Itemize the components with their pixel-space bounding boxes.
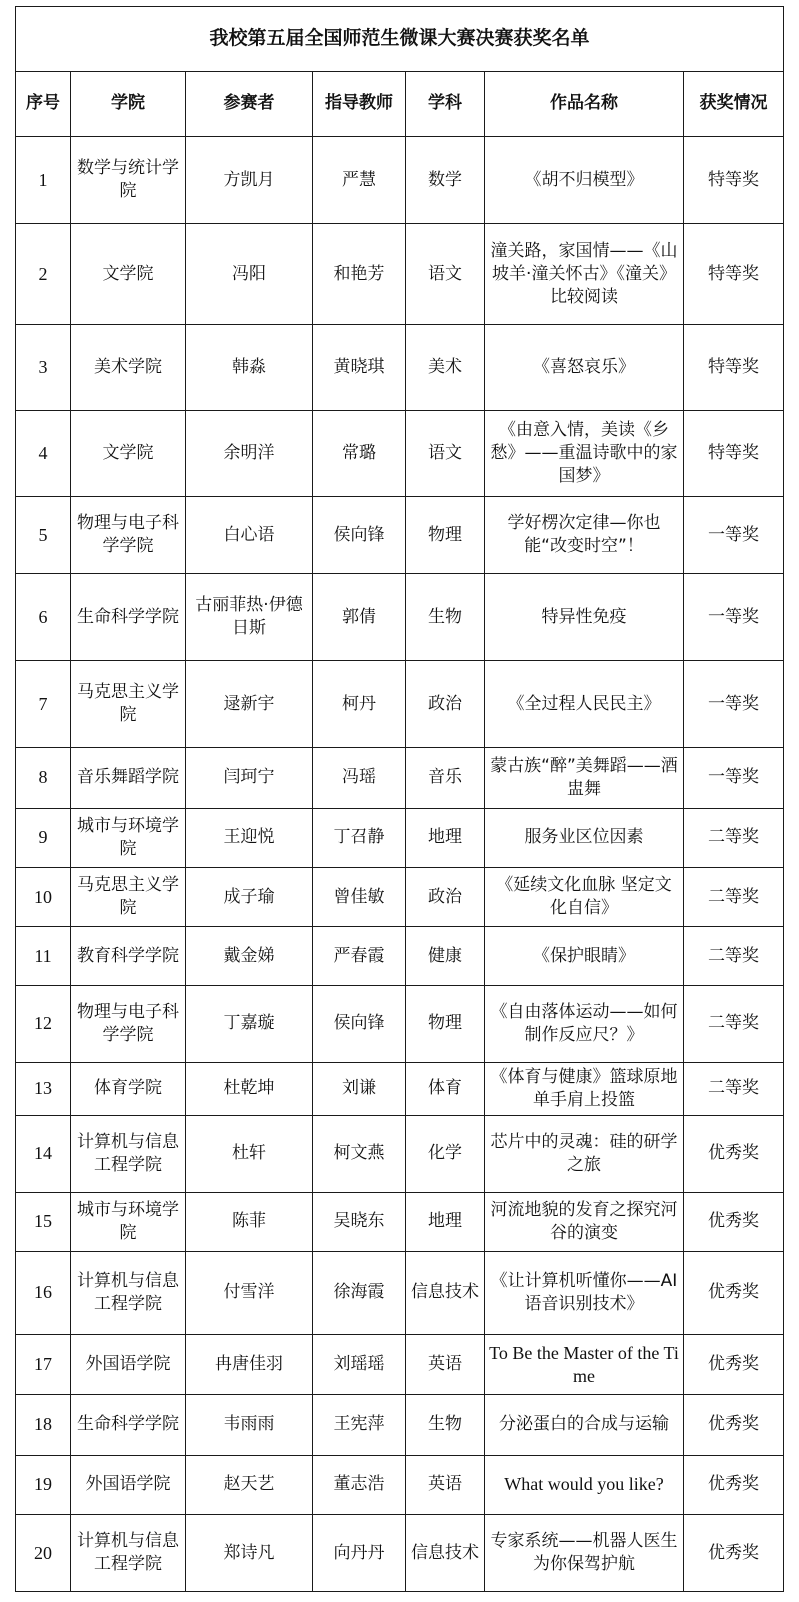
award-cell: 二等奖 xyxy=(684,868,784,927)
table-row xyxy=(16,137,784,224)
college-cell: 马克思主义学院 xyxy=(71,661,186,748)
student-cell: 闫珂宁 xyxy=(186,748,313,808)
teacher-cell: 柯丹 xyxy=(313,661,406,748)
subject-cell: 英语 xyxy=(406,1334,485,1394)
award-cell: 一等奖 xyxy=(684,748,784,808)
work-title-cell: What would you like? xyxy=(485,1455,684,1514)
subject-cell: 语文 xyxy=(406,224,485,325)
subject-cell: 健康 xyxy=(406,927,485,985)
table-row xyxy=(16,985,784,1062)
award-cell: 一等奖 xyxy=(684,661,784,748)
student-cell: 逯新宇 xyxy=(186,661,313,748)
work-title-cell: 《自由落体运动——如何制作反应尺？》 xyxy=(485,985,684,1062)
subject-cell: 音乐 xyxy=(406,748,485,808)
college-cell: 外国语学院 xyxy=(71,1455,186,1514)
college-cell: 计算机与信息工程学院 xyxy=(71,1515,186,1592)
work-title-cell: 《全过程人民民主》 xyxy=(485,661,684,748)
work-title-cell: To Be the Master of the Time xyxy=(485,1334,684,1394)
teacher-cell: 侯向锋 xyxy=(313,497,406,574)
subject-cell: 政治 xyxy=(406,868,485,927)
student-cell: 赵天艺 xyxy=(186,1455,313,1514)
table-row xyxy=(16,497,784,574)
award-cell: 一等奖 xyxy=(684,574,784,661)
header-student: 参赛者 xyxy=(186,71,313,137)
header-award: 获奖情况 xyxy=(684,71,784,137)
college-cell: 城市与环境学院 xyxy=(71,808,186,867)
work-title-cell: 特异性免疫 xyxy=(485,574,684,661)
row-number: 1 xyxy=(16,137,71,224)
table-row xyxy=(16,868,784,927)
header-no: 序号 xyxy=(16,71,71,137)
subject-cell: 政治 xyxy=(406,661,485,748)
award-cell: 二等奖 xyxy=(684,808,784,867)
student-cell: 韦雨雨 xyxy=(186,1395,313,1455)
row-number: 13 xyxy=(16,1062,71,1115)
table-row xyxy=(16,661,784,748)
college-cell: 文学院 xyxy=(71,224,186,325)
subject-cell: 英语 xyxy=(406,1455,485,1514)
student-cell: 杜轩 xyxy=(186,1115,313,1192)
college-cell: 计算机与信息工程学院 xyxy=(71,1251,186,1334)
award-cell: 优秀奖 xyxy=(684,1515,784,1592)
teacher-cell: 严慧 xyxy=(313,137,406,224)
table-row xyxy=(16,1334,784,1394)
subject-cell: 地理 xyxy=(406,1192,485,1251)
teacher-cell: 向丹丹 xyxy=(313,1515,406,1592)
college-cell: 教育科学学院 xyxy=(71,927,186,985)
teacher-cell: 冯瑶 xyxy=(313,748,406,808)
student-cell: 杜乾坤 xyxy=(186,1062,313,1115)
row-number: 4 xyxy=(16,411,71,497)
row-number: 14 xyxy=(16,1115,71,1192)
table-row xyxy=(16,748,784,808)
subject-cell: 信息技术 xyxy=(406,1515,485,1592)
table-row xyxy=(16,1515,784,1592)
row-number: 10 xyxy=(16,868,71,927)
table-title: 我校第五届全国师范生微课大赛决赛获奖名单 xyxy=(16,7,784,72)
subject-cell: 化学 xyxy=(406,1115,485,1192)
row-number: 16 xyxy=(16,1251,71,1334)
student-cell: 冉唐佳羽 xyxy=(186,1334,313,1394)
college-cell: 体育学院 xyxy=(71,1062,186,1115)
student-cell: 郑诗凡 xyxy=(186,1515,313,1592)
header-college: 学院 xyxy=(71,71,186,137)
teacher-cell: 侯向锋 xyxy=(313,985,406,1062)
work-title-cell: 《胡不归模型》 xyxy=(485,137,684,224)
student-cell: 方凯月 xyxy=(186,137,313,224)
header-subject: 学科 xyxy=(406,71,485,137)
row-number: 2 xyxy=(16,224,71,325)
student-cell: 古丽菲热·伊德日斯 xyxy=(186,574,313,661)
work-title-cell: 《喜怒哀乐》 xyxy=(485,325,684,411)
college-cell: 外国语学院 xyxy=(71,1334,186,1394)
work-title-cell: 《让计算机听懂你——AI语音识别技术》 xyxy=(485,1251,684,1334)
award-cell: 优秀奖 xyxy=(684,1251,784,1334)
college-cell: 城市与环境学院 xyxy=(71,1192,186,1251)
college-cell: 数学与统计学院 xyxy=(71,137,186,224)
award-cell: 优秀奖 xyxy=(684,1395,784,1455)
student-cell: 韩淼 xyxy=(186,325,313,411)
subject-cell: 地理 xyxy=(406,808,485,867)
table-row xyxy=(16,1455,784,1514)
work-title-cell: 《体育与健康》篮球原地单手肩上投篮 xyxy=(485,1062,684,1115)
row-number: 8 xyxy=(16,748,71,808)
row-number: 18 xyxy=(16,1395,71,1455)
subject-cell: 信息技术 xyxy=(406,1251,485,1334)
subject-cell: 物理 xyxy=(406,985,485,1062)
subject-cell: 语文 xyxy=(406,411,485,497)
student-cell: 成子瑜 xyxy=(186,868,313,927)
college-cell: 生命科学学院 xyxy=(71,1395,186,1455)
subject-cell: 物理 xyxy=(406,497,485,574)
table-row xyxy=(16,224,784,325)
work-title-cell: 芯片中的灵魂：硅的研学之旅 xyxy=(485,1115,684,1192)
row-number: 7 xyxy=(16,661,71,748)
award-cell: 二等奖 xyxy=(684,1062,784,1115)
award-cell: 二等奖 xyxy=(684,927,784,985)
college-cell: 马克思主义学院 xyxy=(71,868,186,927)
header-row xyxy=(16,71,784,137)
award-list-table xyxy=(15,6,784,1592)
teacher-cell: 常璐 xyxy=(313,411,406,497)
subject-cell: 体育 xyxy=(406,1062,485,1115)
work-title-cell: 分泌蛋白的合成与运输 xyxy=(485,1395,684,1455)
table-row xyxy=(16,1115,784,1192)
teacher-cell: 柯文燕 xyxy=(313,1115,406,1192)
award-cell: 优秀奖 xyxy=(684,1455,784,1514)
work-title-cell: 蒙古族“醉”美舞蹈——酒盅舞 xyxy=(485,748,684,808)
table-row xyxy=(16,808,784,867)
college-cell: 文学院 xyxy=(71,411,186,497)
student-cell: 付雪洋 xyxy=(186,1251,313,1334)
award-cell: 特等奖 xyxy=(684,224,784,325)
teacher-cell: 丁召静 xyxy=(313,808,406,867)
teacher-cell: 严春霞 xyxy=(313,927,406,985)
row-number: 3 xyxy=(16,325,71,411)
student-cell: 陈菲 xyxy=(186,1192,313,1251)
row-number: 15 xyxy=(16,1192,71,1251)
row-number: 11 xyxy=(16,927,71,985)
college-cell: 物理与电子科学学院 xyxy=(71,985,186,1062)
row-number: 17 xyxy=(16,1334,71,1394)
table-row xyxy=(16,1062,784,1115)
subject-cell: 数学 xyxy=(406,137,485,224)
teacher-cell: 刘瑶瑶 xyxy=(313,1334,406,1394)
student-cell: 余明洋 xyxy=(186,411,313,497)
college-cell: 音乐舞蹈学院 xyxy=(71,748,186,808)
teacher-cell: 黄晓琪 xyxy=(313,325,406,411)
header-teacher: 指导教师 xyxy=(313,71,406,137)
table-row xyxy=(16,927,784,985)
award-cell: 优秀奖 xyxy=(684,1192,784,1251)
award-cell: 优秀奖 xyxy=(684,1115,784,1192)
work-title-cell: 服务业区位因素 xyxy=(485,808,684,867)
subject-cell: 生物 xyxy=(406,574,485,661)
table-row xyxy=(16,1251,784,1334)
teacher-cell: 吴晓东 xyxy=(313,1192,406,1251)
student-cell: 戴金娣 xyxy=(186,927,313,985)
student-cell: 冯阳 xyxy=(186,224,313,325)
subject-cell: 生物 xyxy=(406,1395,485,1455)
table-row xyxy=(16,1395,784,1455)
title-row xyxy=(16,7,784,72)
teacher-cell: 徐海霞 xyxy=(313,1251,406,1334)
table-row xyxy=(16,574,784,661)
row-number: 9 xyxy=(16,808,71,867)
work-title-cell: 《由意入情，美读《乡愁》——重温诗歌中的家国梦》 xyxy=(485,411,684,497)
row-number: 12 xyxy=(16,985,71,1062)
student-cell: 丁嘉璇 xyxy=(186,985,313,1062)
college-cell: 物理与电子科学学院 xyxy=(71,497,186,574)
award-cell: 特等奖 xyxy=(684,411,784,497)
work-title-cell: 潼关路，家国情——《山坡羊·潼关怀古》《潼关》比较阅读 xyxy=(485,224,684,325)
teacher-cell: 董志浩 xyxy=(313,1455,406,1514)
award-cell: 一等奖 xyxy=(684,497,784,574)
award-cell: 二等奖 xyxy=(684,985,784,1062)
table-row xyxy=(16,1192,784,1251)
row-number: 5 xyxy=(16,497,71,574)
student-cell: 王迎悦 xyxy=(186,808,313,867)
work-title-cell: 《延续文化血脉 坚定文化自信》 xyxy=(485,868,684,927)
student-cell: 白心语 xyxy=(186,497,313,574)
row-number: 20 xyxy=(16,1515,71,1592)
college-cell: 美术学院 xyxy=(71,325,186,411)
work-title-cell: 《保护眼睛》 xyxy=(485,927,684,985)
teacher-cell: 刘谦 xyxy=(313,1062,406,1115)
teacher-cell: 王宪萍 xyxy=(313,1395,406,1455)
work-title-cell: 学好楞次定律—你也能“改变时空”！ xyxy=(485,497,684,574)
table-row xyxy=(16,325,784,411)
college-cell: 生命科学学院 xyxy=(71,574,186,661)
college-cell: 计算机与信息工程学院 xyxy=(71,1115,186,1192)
teacher-cell: 郭倩 xyxy=(313,574,406,661)
table-row xyxy=(16,411,784,497)
header-work: 作品名称 xyxy=(485,71,684,137)
row-number: 19 xyxy=(16,1455,71,1514)
row-number: 6 xyxy=(16,574,71,661)
award-cell: 特等奖 xyxy=(684,325,784,411)
subject-cell: 美术 xyxy=(406,325,485,411)
work-title-cell: 河流地貌的发育之探究河谷的演变 xyxy=(485,1192,684,1251)
work-title-cell: 专家系统——机器人医生为你保驾护航 xyxy=(485,1515,684,1592)
teacher-cell: 曾佳敏 xyxy=(313,868,406,927)
teacher-cell: 和艳芳 xyxy=(313,224,406,325)
award-cell: 特等奖 xyxy=(684,137,784,224)
award-cell: 优秀奖 xyxy=(684,1334,784,1394)
